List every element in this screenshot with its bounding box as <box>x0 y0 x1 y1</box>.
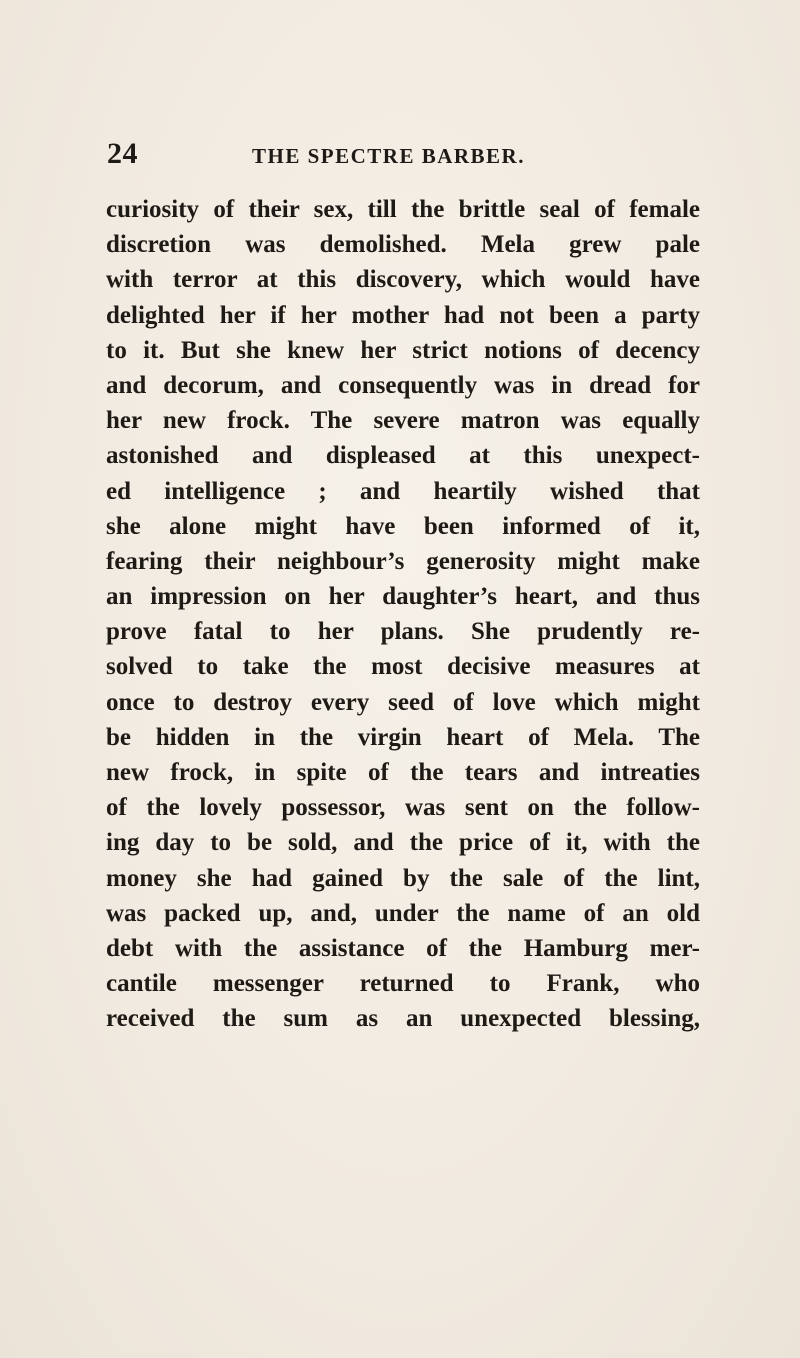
text-line: be hidden in the virgin heart of Mela. The <box>106 723 700 751</box>
text-line: debt with the assistance of the Hamburg mer- <box>106 934 700 962</box>
text-line: astonished and displeased at this unexpect- <box>106 442 700 470</box>
page-number: 24 <box>107 137 138 170</box>
text-line: of the lovely possessor, was sent on the follow- <box>106 794 700 822</box>
text-line: curiosity of their sex, till the brittle seal of female <box>106 196 700 223</box>
text-line: was packed up, and, under the name of an old <box>106 899 700 927</box>
text-line: prove fatal to her plans. She prudently re- <box>106 618 700 646</box>
page-header <box>107 134 707 174</box>
text-line: ing day to be sold, and the price of it, with the <box>106 829 700 857</box>
text-line: cantile messenger returned to Frank, who <box>106 970 700 998</box>
text-line: ed intelligence ; and heartily wished that <box>106 477 700 505</box>
text-line: received the sum as an unexpected blessing, <box>106 1005 700 1033</box>
text-line: her new frock. The severe matron was equally <box>106 407 700 435</box>
text-line: discretion was demolished. Mela grew pale <box>106 231 700 259</box>
text-line: money she had gained by the sale of the lint, <box>106 864 700 892</box>
text-line: with terror at this discovery, which would have <box>106 266 700 294</box>
text-line: fearing their neighbour’s generosity might make <box>106 547 700 575</box>
text-line: new frock, in spite of the tears and intreaties <box>106 759 700 786</box>
text-line: and decorum, and consequently was in dread for <box>106 371 700 399</box>
body-text <box>106 192 700 1037</box>
text-line: to it. But she knew her strict notions of decency <box>106 336 700 364</box>
text-line: once to destroy every seed of love which might <box>106 688 700 716</box>
text-line: an impression on her daughter’s heart, and thus <box>106 583 700 611</box>
text-line: solved to take the most decisive measures at <box>106 653 700 681</box>
text-line: she alone might have been informed of it, <box>106 512 700 540</box>
text-line: delighted her if her mother had not been a party <box>106 301 700 329</box>
running-head: THE SPECTRE BARBER. <box>252 144 525 168</box>
